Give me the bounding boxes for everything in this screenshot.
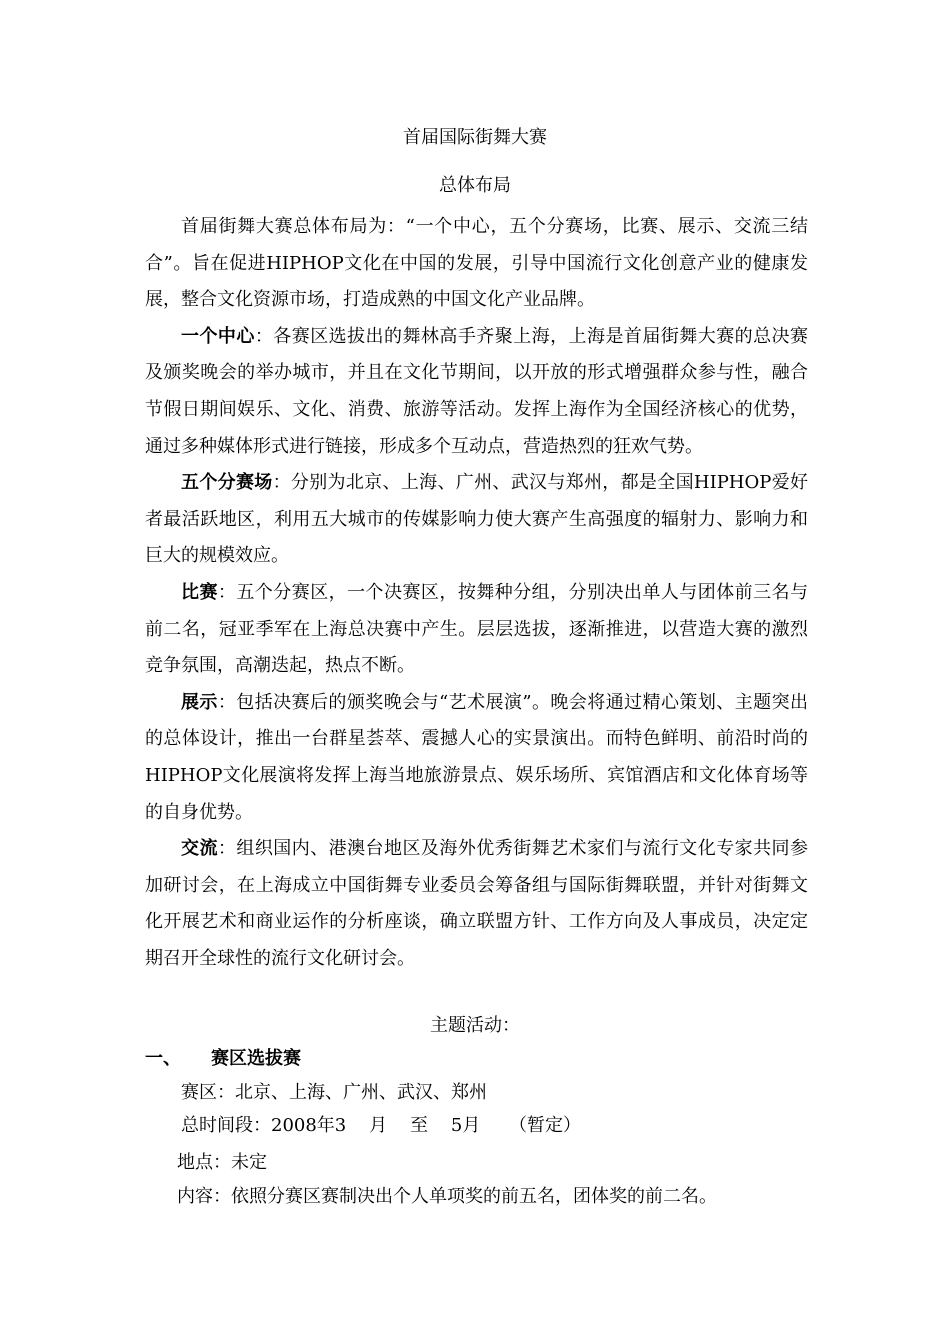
paragraph-competition	[145, 575, 808, 685]
item-heading	[145, 1046, 301, 1072]
detail-regions: 赛区：北京、上海、广州、武汉、郑州	[181, 1082, 487, 1103]
detail-location: 地点：未定	[177, 1152, 267, 1173]
layout-body	[145, 209, 808, 977]
section-heading-layout: 总体布局	[439, 175, 511, 196]
paragraph-text: ：组织国内、港澳台地区及海外优秀街舞艺术家们与流行文化专家共同参加研讨会，在上海成立中国街舞专业委员会筹备组与国际街舞联盟，并针对街舞文化开展艺术和商业运作的分析座谈，确立联盟方针、工作方向及人事成员，决定定期召开全球性的流行文化研讨会。	[145, 838, 809, 969]
paragraph-exchange	[145, 831, 808, 977]
intro-paragraph: 首届街舞大赛总体布局为：“一个中心，五个分赛场，比赛、展示、交流三结合”。旨在促进HIPHOP文化在中国的发展，引导中国流行文化创意产业的健康发展，整合文化资源市场，打造成熟的中国文化产业品牌。	[145, 216, 808, 311]
paragraph-label: 展示	[181, 691, 218, 713]
item-number: 一、	[145, 1048, 181, 1069]
paragraph-text: ：各赛区选拔出的舞林高手齐聚上海，上海是首届街舞大赛的总决赛及颁奖晚会的举办城市，并且在文化节期间，以开放的形式增强群众参与性，融合节假日期间娱乐、文化、消费、旅游等活动。发挥上海作为全国经济核心的优势，通过多种媒体形式进行链接，形成多个互动点，营造热烈的狂欢气势。	[145, 325, 809, 457]
paragraph-text: ：包括决赛后的颁奖晚会与“艺术展演”。晚会将通过精心策划、主题突出的总体设计，推出一台群星荟萃、震撼人心的实景演出。而特色鲜明、前沿时尚的HIPHOP文化展演将发挥上海当地旅游景点、娱乐场所、宾馆酒店和文化体育场等的自身优势。	[145, 691, 808, 823]
section-heading-theme: 主题活动：	[430, 1015, 520, 1036]
paragraph-five-venues	[145, 465, 808, 575]
paragraph-showcase	[145, 685, 808, 831]
document-title: 首届国际街舞大赛	[403, 127, 547, 148]
paragraph-label: 比赛	[181, 581, 218, 603]
detail-time-period: 总时间段：2008年3 月 至 5月 （暂定）	[181, 1115, 581, 1136]
paragraph-label: 五个分赛场	[181, 472, 273, 494]
detail-content: 内容：依照分赛区赛制决出个人单项奖的前五名，团体奖的前二名。	[177, 1186, 717, 1207]
paragraph-one-center	[145, 319, 808, 465]
paragraph-label: 交流	[181, 838, 218, 860]
item-title: 赛区选拔赛	[211, 1048, 301, 1069]
paragraph-text: ：分别为北京、上海、广州、武汉与郑州，都是全国HIPHOP爱好者最活跃地区，利用五大城市的传媒影响力使大赛产生高强度的辐射力、影响力和巨大的规模效应。	[145, 472, 809, 567]
paragraph-label: 一个中心	[181, 325, 255, 347]
paragraph-text: ：五个分赛区，一个决赛区，按舞种分组，分别决出单人与团体前三名与前二名，冠亚季军在上海总决赛中产生。层层选拔，逐渐推进，以营造大赛的激烈竞争氛围，高潮迭起，热点不断。	[145, 581, 809, 677]
